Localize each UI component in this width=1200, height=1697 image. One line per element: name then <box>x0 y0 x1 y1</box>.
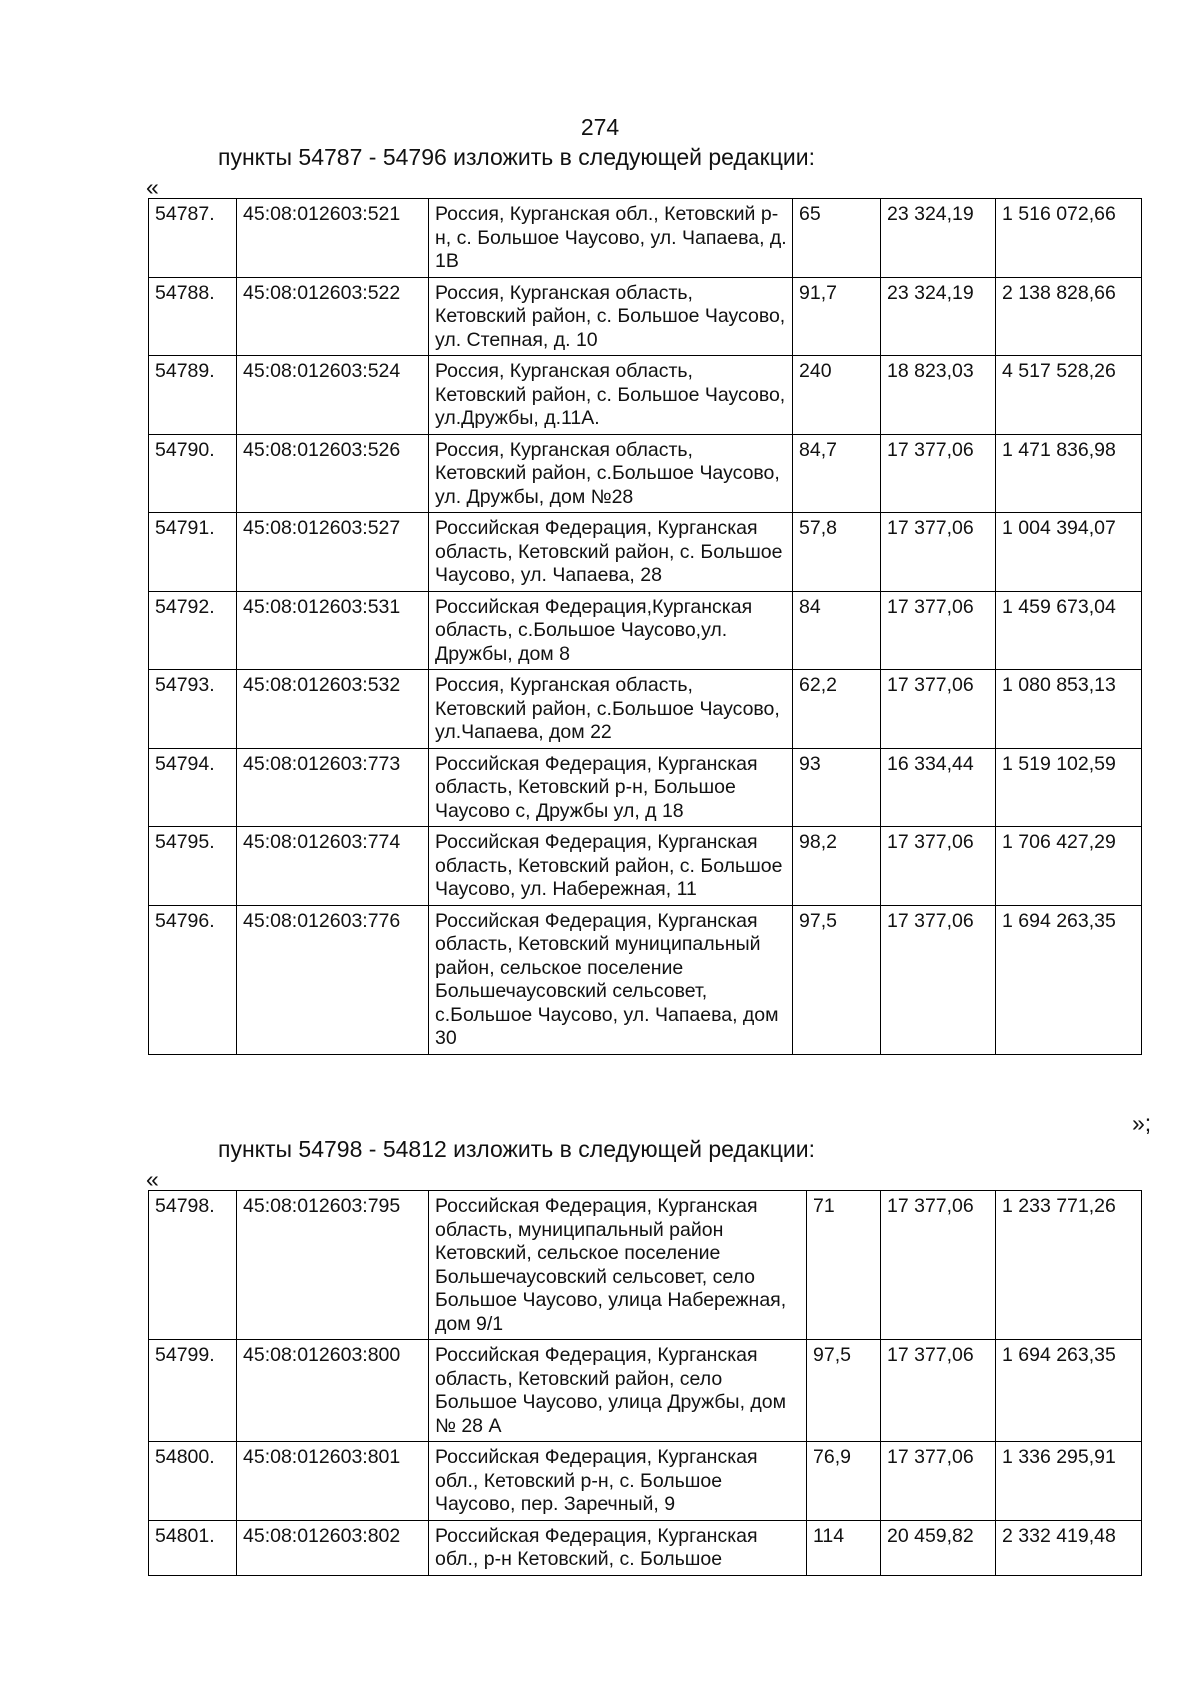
section1-table <box>148 198 1142 1055</box>
table-row <box>149 748 1142 827</box>
address-cell: Российская Федерация, Курганская область, муниципальный район Кетовский, сельское поселение Большечаусовский сельсовет, село Большое Чаусово, улица Набережная, дом 9/1 <box>429 1191 807 1340</box>
area-cell: 97,5 <box>793 905 881 1054</box>
cadastral-number-cell: 45:08:012603:524 <box>237 356 429 435</box>
cadastral-value-cell: 1 233 771,26 <box>996 1191 1142 1340</box>
cadastral-value-cell: 1 694 263,35 <box>996 905 1142 1054</box>
address-cell: Россия, Курганская область, Кетовский район, с. Большое Чаусово, ул.Дружбы, д.11А. <box>429 356 793 435</box>
cadastral-value-cell: 2 138 828,66 <box>996 277 1142 356</box>
cadastral-number-cell: 45:08:012603:774 <box>237 827 429 906</box>
table-row <box>149 513 1142 592</box>
area-cell: 91,7 <box>793 277 881 356</box>
unit-price-cell: 17 377,06 <box>881 670 996 749</box>
address-cell: Российская Федерация, Курганская область, Кетовский район, с. Большое Чаусово, ул. Чапаева, 28 <box>429 513 793 592</box>
cadastral-number-cell: 45:08:012603:521 <box>237 199 429 278</box>
area-cell: 240 <box>793 356 881 435</box>
address-cell: Россия, Курганская область, Кетовский район, с. Большое Чаусово, ул. Степная, д. 10 <box>429 277 793 356</box>
area-cell: 76,9 <box>807 1442 881 1521</box>
table-row <box>149 1191 1142 1340</box>
table-row <box>149 1442 1142 1521</box>
address-cell: Российская Федерация, Курганская область, Кетовский р-н, Большое Чаусово с, Дружбы ул, д 18 <box>429 748 793 827</box>
table-row <box>149 199 1142 278</box>
row-number-cell: 54794. <box>149 748 237 827</box>
address-cell: Россия, Курганская область, Кетовский район, с.Большое Чаусово, ул.Чапаева, дом 22 <box>429 670 793 749</box>
cadastral-number-cell: 45:08:012603:527 <box>237 513 429 592</box>
row-number-cell: 54792. <box>149 591 237 670</box>
area-cell: 65 <box>793 199 881 278</box>
row-number-cell: 54798. <box>149 1191 237 1340</box>
section2-open-quote: « <box>146 1166 159 1192</box>
address-cell: Российская Федерация, Курганская обл., р-н Кетовский, с. Большое <box>429 1520 807 1575</box>
area-cell: 97,5 <box>807 1340 881 1442</box>
cadastral-number-cell: 45:08:012603:776 <box>237 905 429 1054</box>
table-row <box>149 434 1142 513</box>
area-cell: 98,2 <box>793 827 881 906</box>
cadastral-value-cell: 1 694 263,35 <box>996 1340 1142 1442</box>
cadastral-value-cell: 1 336 295,91 <box>996 1442 1142 1521</box>
cadastral-value-cell: 1 080 853,13 <box>996 670 1142 749</box>
cadastral-value-cell: 1 459 673,04 <box>996 591 1142 670</box>
area-cell: 57,8 <box>793 513 881 592</box>
area-cell: 62,2 <box>793 670 881 749</box>
unit-price-cell: 23 324,19 <box>881 199 996 278</box>
unit-price-cell: 17 377,06 <box>881 434 996 513</box>
cadastral-value-cell: 1 471 836,98 <box>996 434 1142 513</box>
cadastral-value-cell: 4 517 528,26 <box>996 356 1142 435</box>
cadastral-value-cell: 1 516 072,66 <box>996 199 1142 278</box>
cadastral-number-cell: 45:08:012603:802 <box>237 1520 429 1575</box>
unit-price-cell: 17 377,06 <box>881 1340 996 1442</box>
section1-close-quote: »; <box>1132 1110 1152 1136</box>
area-cell: 71 <box>807 1191 881 1340</box>
area-cell: 93 <box>793 748 881 827</box>
unit-price-cell: 17 377,06 <box>881 1442 996 1521</box>
cadastral-number-cell: 45:08:012603:532 <box>237 670 429 749</box>
unit-price-cell: 18 823,03 <box>881 356 996 435</box>
page-number: 274 <box>580 114 620 140</box>
table-row <box>149 670 1142 749</box>
cadastral-number-cell: 45:08:012603:795 <box>237 1191 429 1340</box>
cadastral-number-cell: 45:08:012603:531 <box>237 591 429 670</box>
row-number-cell: 54790. <box>149 434 237 513</box>
table-row <box>149 905 1142 1054</box>
row-number-cell: 54799. <box>149 1340 237 1442</box>
table-row <box>149 1520 1142 1575</box>
row-number-cell: 54787. <box>149 199 237 278</box>
section2-intro: пункты 54798 - 54812 изложить в следующей редакции: <box>218 1136 815 1162</box>
section1-open-quote: « <box>146 174 159 200</box>
unit-price-cell: 17 377,06 <box>881 827 996 906</box>
row-number-cell: 54795. <box>149 827 237 906</box>
area-cell: 84,7 <box>793 434 881 513</box>
address-cell: Россия, Курганская обл., Кетовский р-н, с. Большое Чаусово, ул. Чапаева, д. 1В <box>429 199 793 278</box>
unit-price-cell: 17 377,06 <box>881 591 996 670</box>
cadastral-number-cell: 45:08:012603:800 <box>237 1340 429 1442</box>
row-number-cell: 54800. <box>149 1442 237 1521</box>
unit-price-cell: 17 377,06 <box>881 905 996 1054</box>
area-cell: 114 <box>807 1520 881 1575</box>
cadastral-number-cell: 45:08:012603:526 <box>237 434 429 513</box>
area-cell: 84 <box>793 591 881 670</box>
unit-price-cell: 23 324,19 <box>881 277 996 356</box>
address-cell: Россия, Курганская область, Кетовский район, с.Большое Чаусово, ул. Дружбы, дом №28 <box>429 434 793 513</box>
unit-price-cell: 17 377,06 <box>881 1191 996 1340</box>
table-row <box>149 827 1142 906</box>
cadastral-value-cell: 1 519 102,59 <box>996 748 1142 827</box>
row-number-cell: 54801. <box>149 1520 237 1575</box>
cadastral-value-cell: 1 706 427,29 <box>996 827 1142 906</box>
address-cell: Российская Федерация, Курганская область, Кетовский муниципальный район, сельское поселение Большечаусовский сельсовет, с.Большое Чаусово, ул. Чапаева, дом 30 <box>429 905 793 1054</box>
section2-table <box>148 1190 1142 1576</box>
cadastral-value-cell: 2 332 419,48 <box>996 1520 1142 1575</box>
row-number-cell: 54791. <box>149 513 237 592</box>
table-row <box>149 356 1142 435</box>
cadastral-number-cell: 45:08:012603:773 <box>237 748 429 827</box>
cadastral-value-cell: 1 004 394,07 <box>996 513 1142 592</box>
cadastral-number-cell: 45:08:012603:801 <box>237 1442 429 1521</box>
unit-price-cell: 20 459,82 <box>881 1520 996 1575</box>
address-cell: Российская Федерация, Курганская область, Кетовский район, с. Большое Чаусово, ул. Набережная, 11 <box>429 827 793 906</box>
row-number-cell: 54788. <box>149 277 237 356</box>
table-row <box>149 591 1142 670</box>
unit-price-cell: 17 377,06 <box>881 513 996 592</box>
row-number-cell: 54789. <box>149 356 237 435</box>
address-cell: Российская Федерация,Курганская область, с.Большое Чаусово,ул. Дружбы, дом 8 <box>429 591 793 670</box>
address-cell: Российская Федерация, Курганская область, Кетовский район, село Большое Чаусово, улица Дружбы, дом № 28 А <box>429 1340 807 1442</box>
address-cell: Российская Федерация, Курганская обл., Кетовский р-н, с. Большое Чаусово, пер. Заречный, 9 <box>429 1442 807 1521</box>
cadastral-number-cell: 45:08:012603:522 <box>237 277 429 356</box>
row-number-cell: 54796. <box>149 905 237 1054</box>
section1-intro: пункты 54787 - 54796 изложить в следующей редакции: <box>218 144 815 170</box>
table-row <box>149 1340 1142 1442</box>
unit-price-cell: 16 334,44 <box>881 748 996 827</box>
row-number-cell: 54793. <box>149 670 237 749</box>
table-row <box>149 277 1142 356</box>
